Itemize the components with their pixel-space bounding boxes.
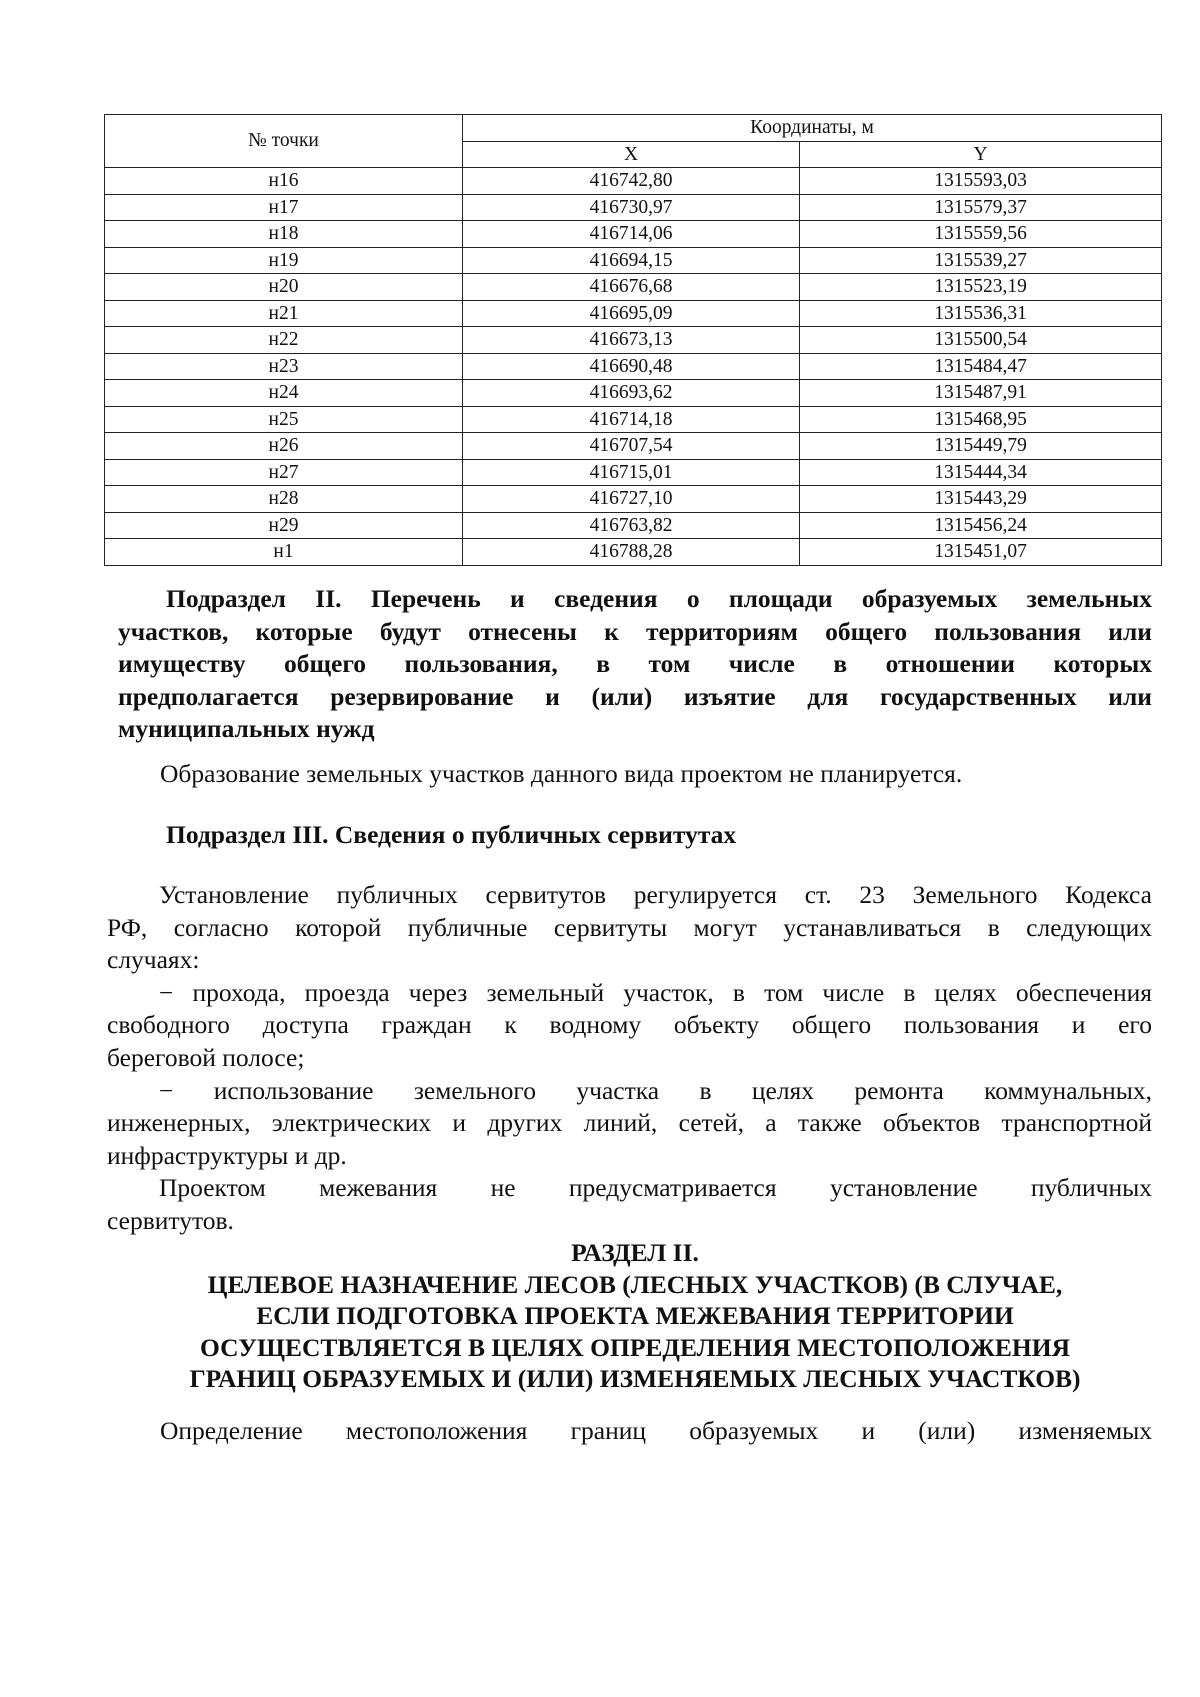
y-cell: 1315559,56 <box>800 221 1162 248</box>
subsection-2-heading <box>118 583 1152 746</box>
x-cell: 416693,62 <box>463 380 800 407</box>
header-y: Y <box>800 141 1162 168</box>
table-row <box>105 512 1162 539</box>
x-cell: 416763,82 <box>463 512 800 539</box>
y-cell: 1315468,95 <box>800 406 1162 433</box>
table-row <box>105 406 1162 433</box>
title-line: ОСУЩЕСТВЛЯЕТСЯ В ЦЕЛЯХ ОПРЕДЕЛЕНИЯ МЕСТОПОЛОЖЕНИЯ <box>200 1332 1070 1362</box>
table-row <box>105 247 1162 274</box>
table-row <box>105 539 1162 566</box>
list-item-line: инфраструктуры и др. <box>107 1140 347 1170</box>
y-cell: 1315451,07 <box>800 539 1162 566</box>
table-row <box>105 380 1162 407</box>
table-row <box>105 300 1162 327</box>
subsection-3-body <box>107 879 1152 1238</box>
x-cell: 416694,15 <box>463 247 800 274</box>
subsection-2-text: Образование земельных участков данного вида проектом не планируется. <box>160 759 963 788</box>
y-cell: 1315443,29 <box>800 486 1162 513</box>
table-row <box>105 353 1162 380</box>
header-x: X <box>463 141 800 168</box>
x-cell: 416742,80 <box>463 168 800 195</box>
list-item-line: береговой полосе; <box>107 1042 305 1072</box>
x-cell: 416788,28 <box>463 539 800 566</box>
point-cell: н17 <box>105 194 463 221</box>
point-cell: н22 <box>105 327 463 354</box>
point-cell: н26 <box>105 433 463 460</box>
y-cell: 1315484,47 <box>800 353 1162 380</box>
table-row <box>105 274 1162 301</box>
x-cell: 416707,54 <box>463 433 800 460</box>
x-cell: 416676,68 <box>463 274 800 301</box>
x-cell: 416715,01 <box>463 459 800 486</box>
paragraph-line: РФ, согласно которой публичные сервитуты могут устанавливаться в следующих <box>107 912 1152 942</box>
x-cell: 416695,09 <box>463 300 800 327</box>
point-cell: н23 <box>105 353 463 380</box>
title-line: ЦЕЛЕВОЕ НАЗНАЧЕНИЕ ЛЕСОВ (ЛЕСНЫХ УЧАСТКОВ) (В СЛУЧАЕ, <box>207 1269 1063 1299</box>
point-cell: н29 <box>105 512 463 539</box>
point-cell: н24 <box>105 380 463 407</box>
y-cell: 1315536,31 <box>800 300 1162 327</box>
y-cell: 1315579,37 <box>800 194 1162 221</box>
point-cell: н1 <box>105 539 463 566</box>
header-point-number: № точки <box>105 115 463 168</box>
table-row <box>105 459 1162 486</box>
x-cell: 416727,10 <box>463 486 800 513</box>
point-cell: н28 <box>105 486 463 513</box>
coordinates-table <box>104 114 1162 566</box>
table-row <box>105 168 1162 195</box>
table-row <box>105 221 1162 248</box>
x-cell: 416673,13 <box>463 327 800 354</box>
section-2-title <box>118 1237 1152 1395</box>
y-cell: 1315523,19 <box>800 274 1162 301</box>
table-row <box>105 433 1162 460</box>
y-cell: 1315444,34 <box>800 459 1162 486</box>
list-item-line: − использование земельного участка в целях ремонта коммунальных, <box>159 1075 1152 1105</box>
x-cell: 416714,06 <box>463 221 800 248</box>
list-item-line: инженерных, электрических и других линий, сетей, а также объектов транспортной <box>107 1108 1152 1138</box>
table-row <box>105 194 1162 221</box>
point-cell: н21 <box>105 300 463 327</box>
x-cell: 416714,18 <box>463 406 800 433</box>
conclusion-line: Проектом межевания не предусматривается установление публичных <box>159 1173 1152 1203</box>
list-item-line: свободного доступа граждан к водному объекту общего пользования и его <box>107 1010 1152 1040</box>
heading-line: участков, которые будут отнесены к территориям общего пользования или <box>118 616 1152 646</box>
section-2-text: Определение местоположения границ образуемых и (или) изменяемых <box>160 1416 1152 1445</box>
y-cell: 1315500,54 <box>800 327 1162 354</box>
subsection-3-heading: Подраздел III. Сведения о публичных сервитутах <box>166 820 737 849</box>
y-cell: 1315487,91 <box>800 380 1162 407</box>
list-item-line: − прохода, проезда через земельный участок, в том числе в целях обеспечения <box>159 977 1152 1007</box>
title-line: ЕСЛИ ПОДГОТОВКА ПРОЕКТА МЕЖЕВАНИЯ ТЕРРИТОРИИ <box>256 1301 1014 1330</box>
header-coordinates: Координаты, м <box>463 115 1162 142</box>
point-cell: н20 <box>105 274 463 301</box>
point-cell: н18 <box>105 221 463 248</box>
y-cell: 1315456,24 <box>800 512 1162 539</box>
x-cell: 416730,97 <box>463 194 800 221</box>
y-cell: 1315539,27 <box>800 247 1162 274</box>
paragraph-line: Установление публичных сервитутов регулируется ст. 23 Земельного Кодекса <box>159 880 1152 909</box>
title-line: РАЗДЕЛ II. <box>571 1238 699 1267</box>
table-row <box>105 486 1162 513</box>
y-cell: 1315449,79 <box>800 433 1162 460</box>
heading-line: имуществу общего пользования, в том числе в отношении которых <box>118 649 1152 679</box>
y-cell: 1315593,03 <box>800 168 1162 195</box>
point-cell: н27 <box>105 459 463 486</box>
point-cell: н19 <box>105 247 463 274</box>
point-cell: н16 <box>105 168 463 195</box>
paragraph-line: случаях: <box>107 945 200 975</box>
table-row <box>105 327 1162 354</box>
x-cell: 416690,48 <box>463 353 800 380</box>
table-body <box>105 168 1162 566</box>
point-cell: н25 <box>105 406 463 433</box>
heading-line: Подраздел II. Перечень и сведения о площади образуемых земельных <box>166 584 1152 613</box>
heading-line: муниципальных нужд <box>118 714 375 744</box>
title-line: ГРАНИЦ ОБРАЗУЕМЫХ И (ИЛИ) ИЗМЕНЯЕМЫХ ЛЕСНЫХ УЧАСТКОВ) <box>189 1364 1081 1393</box>
conclusion-line: сервитутов. <box>107 1205 234 1235</box>
heading-line: предполагается резервирование и (или) изъятие для государственных или <box>118 681 1152 711</box>
